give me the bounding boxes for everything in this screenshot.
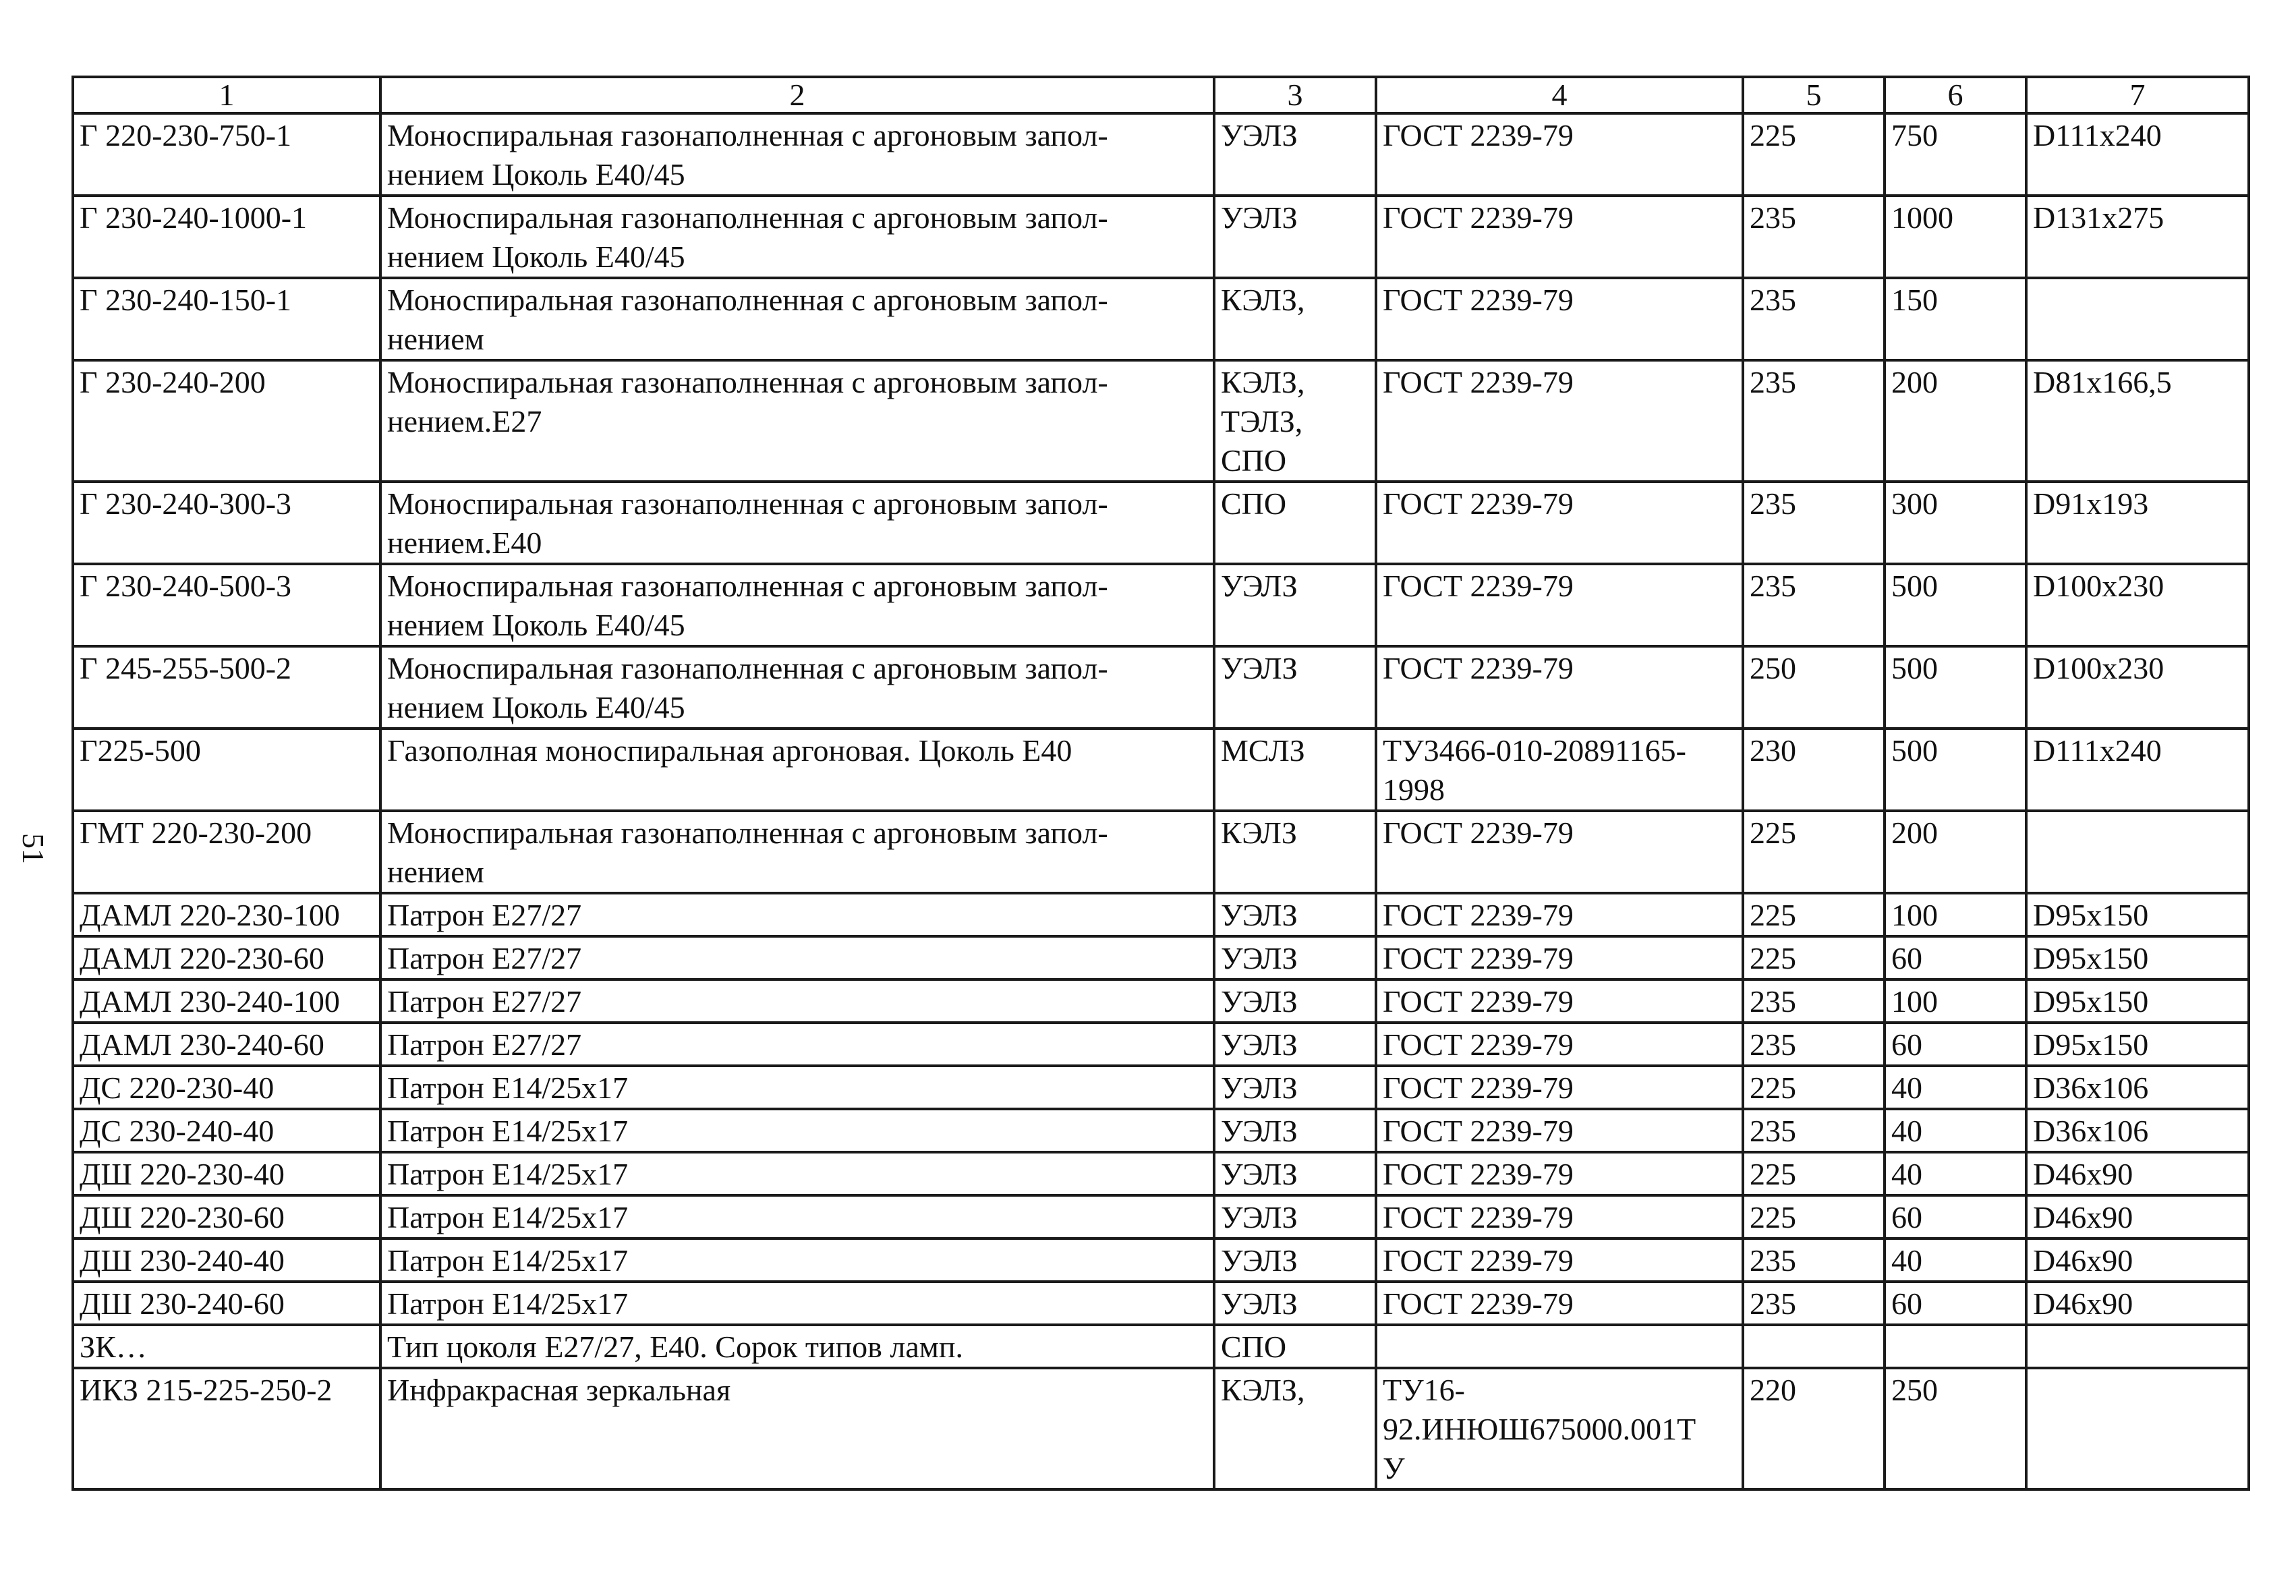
power-cell: 150 <box>1885 278 2026 360</box>
manufacturer-cell-line: УЭЛЗ <box>1221 1286 1298 1321</box>
standard-doc-cell <box>1376 646 1743 729</box>
standard-doc-cell <box>1376 1368 1743 1489</box>
description-cell-line: Моноспиральная газонаполненная с аргоновым запол- <box>387 283 1108 317</box>
voltage-cell: 235 <box>1743 278 1885 360</box>
lamp-mark-cell: ДШ 230-240-40 <box>73 1238 380 1282</box>
dimensions-cell: D46x90 <box>2026 1152 2249 1195</box>
description-cell <box>380 1023 1214 1066</box>
description-cell-line: Патрон Е14/25x17 <box>387 1200 629 1234</box>
description-cell <box>380 196 1214 278</box>
standard-doc-cell-line: ГОСТ 2239-79 <box>1383 1200 1574 1234</box>
description-cell-line: Патрон Е27/27 <box>387 941 582 975</box>
description-cell-line: нением Цоколь Е40/45 <box>387 690 685 724</box>
power-cell: 60 <box>1885 1023 2026 1066</box>
standard-doc-cell-line: 1998 <box>1383 772 1445 807</box>
voltage-cell: 235 <box>1743 1282 1885 1325</box>
dimensions-cell: D95x150 <box>2026 893 2249 936</box>
standard-doc-cell <box>1376 482 1743 564</box>
standard-doc-cell <box>1376 979 1743 1023</box>
manufacturer-cell-line: УЭЛЗ <box>1221 1243 1298 1278</box>
manufacturer-cell <box>1214 1195 1376 1238</box>
voltage-cell <box>1743 1325 1885 1368</box>
manufacturer-cell-line: СПО <box>1221 1330 1287 1364</box>
power-cell <box>1885 1325 2026 1368</box>
dimensions-cell: D36x106 <box>2026 1109 2249 1152</box>
standard-doc-cell <box>1376 360 1743 482</box>
power-cell: 60 <box>1885 936 2026 979</box>
power-cell: 1000 <box>1885 196 2026 278</box>
lamp-mark-cell: ДАМЛ 220-230-60 <box>73 936 380 979</box>
description-cell <box>380 113 1214 196</box>
manufacturer-cell <box>1214 482 1376 564</box>
manufacturer-cell-line: КЭЛЗ <box>1221 816 1297 850</box>
table-row <box>73 729 2249 811</box>
power-cell: 750 <box>1885 113 2026 196</box>
dimensions-cell <box>2026 811 2249 893</box>
manufacturer-cell-line: УЭЛЗ <box>1221 200 1298 235</box>
page-number: 51 <box>16 833 51 864</box>
description-cell <box>380 1066 1214 1109</box>
description-cell <box>380 482 1214 564</box>
description-cell-line: нением <box>387 855 484 889</box>
manufacturer-cell <box>1214 1109 1376 1152</box>
description-cell-line: Патрон Е14/25x17 <box>387 1071 629 1105</box>
description-cell <box>380 1109 1214 1152</box>
description-cell-line: Газополная моноспиральная аргоновая. Цоколь Е40 <box>387 733 1072 768</box>
manufacturer-cell-line: УЭЛЗ <box>1221 118 1298 152</box>
description-cell-line: Патрон Е27/27 <box>387 898 582 932</box>
dimensions-cell: D46x90 <box>2026 1195 2249 1238</box>
table-row <box>73 1282 2249 1325</box>
table-row <box>73 936 2249 979</box>
table-row <box>73 646 2249 729</box>
power-cell: 200 <box>1885 360 2026 482</box>
lamp-mark-cell: ДАМЛ 230-240-100 <box>73 979 380 1023</box>
manufacturer-cell-line: УЭЛЗ <box>1221 1200 1298 1234</box>
standard-doc-cell-line: ГОСТ 2239-79 <box>1383 200 1574 235</box>
voltage-cell: 235 <box>1743 1023 1885 1066</box>
standard-doc-cell <box>1376 893 1743 936</box>
standard-doc-cell-line: ГОСТ 2239-79 <box>1383 1286 1574 1321</box>
dimensions-cell: D95x150 <box>2026 979 2249 1023</box>
table-row <box>73 1195 2249 1238</box>
table-row <box>73 1238 2249 1282</box>
manufacturer-cell <box>1214 1282 1376 1325</box>
manufacturer-cell <box>1214 1023 1376 1066</box>
power-cell: 40 <box>1885 1238 2026 1282</box>
standard-doc-cell-line: ГОСТ 2239-79 <box>1383 486 1574 521</box>
column-header-4: 4 <box>1376 77 1743 113</box>
description-cell <box>380 1368 1214 1489</box>
standard-doc-cell <box>1376 1325 1743 1368</box>
lamp-mark-cell: ДШ 230-240-60 <box>73 1282 380 1325</box>
lamp-spec-table <box>71 76 2250 1491</box>
description-cell <box>380 1152 1214 1195</box>
lamp-mark-cell: Г225-500 <box>73 729 380 811</box>
manufacturer-cell <box>1214 646 1376 729</box>
dimensions-cell <box>2026 1325 2249 1368</box>
dimensions-cell: D100x230 <box>2026 646 2249 729</box>
dimensions-cell <box>2026 1368 2249 1489</box>
voltage-cell: 220 <box>1743 1368 1885 1489</box>
manufacturer-cell-line: УЭЛЗ <box>1221 984 1298 1019</box>
description-cell-line: Моноспиральная газонаполненная с аргоновым запол- <box>387 365 1108 399</box>
power-cell: 500 <box>1885 729 2026 811</box>
lamp-mark-cell: ДС 220-230-40 <box>73 1066 380 1109</box>
table-row <box>73 811 2249 893</box>
table-row <box>73 1066 2249 1109</box>
standard-doc-cell <box>1376 278 1743 360</box>
power-cell: 40 <box>1885 1066 2026 1109</box>
description-cell-line: Патрон Е14/25x17 <box>387 1286 629 1321</box>
description-cell <box>380 729 1214 811</box>
voltage-cell: 225 <box>1743 811 1885 893</box>
dimensions-cell: D81x166,5 <box>2026 360 2249 482</box>
voltage-cell: 225 <box>1743 893 1885 936</box>
table-row <box>73 482 2249 564</box>
header-row <box>73 77 2249 113</box>
standard-doc-cell-line: ГОСТ 2239-79 <box>1383 816 1574 850</box>
table-row <box>73 1023 2249 1066</box>
manufacturer-cell <box>1214 979 1376 1023</box>
column-header-2: 2 <box>380 77 1214 113</box>
description-cell-line: Инфракрасная зеркальная <box>387 1373 731 1407</box>
description-cell-line: Патрон Е27/27 <box>387 984 582 1019</box>
description-cell <box>380 1282 1214 1325</box>
table-row <box>73 278 2249 360</box>
standard-doc-cell <box>1376 1195 1743 1238</box>
table-row <box>73 893 2249 936</box>
manufacturer-cell <box>1214 1325 1376 1368</box>
table-row <box>73 1325 2249 1368</box>
standard-doc-cell-line: ГОСТ 2239-79 <box>1383 984 1574 1019</box>
power-cell: 40 <box>1885 1152 2026 1195</box>
power-cell: 300 <box>1885 482 2026 564</box>
voltage-cell: 235 <box>1743 360 1885 482</box>
manufacturer-cell-line: КЭЛЗ, <box>1221 365 1305 399</box>
voltage-cell: 225 <box>1743 113 1885 196</box>
description-cell-line: нением Цоколь Е40/45 <box>387 239 685 274</box>
standard-doc-cell <box>1376 196 1743 278</box>
lamp-mark-cell: Г 230-240-200 <box>73 360 380 482</box>
standard-doc-cell-line: ГОСТ 2239-79 <box>1383 365 1574 399</box>
lamp-mark-cell: ДШ 220-230-60 <box>73 1195 380 1238</box>
dimensions-cell: D46x90 <box>2026 1282 2249 1325</box>
dimensions-cell: D111x240 <box>2026 113 2249 196</box>
table-row <box>73 1368 2249 1489</box>
standard-doc-cell <box>1376 936 1743 979</box>
description-cell-line: Патрон Е27/27 <box>387 1027 582 1062</box>
dimensions-cell: D46x90 <box>2026 1238 2249 1282</box>
voltage-cell: 235 <box>1743 1109 1885 1152</box>
manufacturer-cell-line: УЭЛЗ <box>1221 569 1298 603</box>
voltage-cell: 225 <box>1743 1195 1885 1238</box>
manufacturer-cell-line: СПО <box>1221 486 1287 521</box>
column-header-7: 7 <box>2026 77 2249 113</box>
power-cell: 60 <box>1885 1195 2026 1238</box>
description-cell-line: Патрон Е14/25x17 <box>387 1243 629 1278</box>
lamp-mark-cell: Г 245-255-500-2 <box>73 646 380 729</box>
standard-doc-cell-line: ГОСТ 2239-79 <box>1383 941 1574 975</box>
standard-doc-cell <box>1376 1152 1743 1195</box>
dimensions-cell: D95x150 <box>2026 1023 2249 1066</box>
manufacturer-cell-line: КЭЛЗ, <box>1221 283 1305 317</box>
standard-doc-cell-line: ГОСТ 2239-79 <box>1383 1027 1574 1062</box>
power-cell: 100 <box>1885 893 2026 936</box>
table-row <box>73 196 2249 278</box>
lamp-mark-cell: ДАМЛ 220-230-100 <box>73 893 380 936</box>
description-cell-line: Патрон Е14/25x17 <box>387 1114 629 1148</box>
lamp-mark-cell: Г 230-240-1000-1 <box>73 196 380 278</box>
description-cell-line: Моноспиральная газонаполненная с аргоновым запол- <box>387 486 1108 521</box>
voltage-cell: 230 <box>1743 729 1885 811</box>
description-cell <box>380 811 1214 893</box>
table-row <box>73 360 2249 482</box>
manufacturer-cell <box>1214 811 1376 893</box>
dimensions-cell: D100x230 <box>2026 564 2249 646</box>
manufacturer-cell <box>1214 729 1376 811</box>
column-header-6: 6 <box>1885 77 2026 113</box>
manufacturer-cell <box>1214 893 1376 936</box>
manufacturer-cell <box>1214 113 1376 196</box>
manufacturer-cell-line: УЭЛЗ <box>1221 1157 1298 1191</box>
column-header-1: 1 <box>73 77 380 113</box>
manufacturer-cell-line: МСЛЗ <box>1221 733 1305 768</box>
manufacturer-cell <box>1214 936 1376 979</box>
description-cell <box>380 936 1214 979</box>
manufacturer-cell-line: УЭЛЗ <box>1221 1114 1298 1148</box>
power-cell: 200 <box>1885 811 2026 893</box>
voltage-cell: 225 <box>1743 1066 1885 1109</box>
table-row <box>73 113 2249 196</box>
description-cell-line: Патрон Е14/25x17 <box>387 1157 629 1191</box>
voltage-cell: 250 <box>1743 646 1885 729</box>
standard-doc-cell <box>1376 729 1743 811</box>
table-row <box>73 564 2249 646</box>
lamp-mark-cell: ДАМЛ 230-240-60 <box>73 1023 380 1066</box>
standard-doc-cell-line: 92.ИНЮШ675000.001Т <box>1383 1412 1696 1446</box>
description-cell <box>380 1195 1214 1238</box>
voltage-cell: 225 <box>1743 936 1885 979</box>
voltage-cell: 235 <box>1743 482 1885 564</box>
power-cell: 250 <box>1885 1368 2026 1489</box>
description-cell-line: нением.Е40 <box>387 525 542 560</box>
standard-doc-cell-line: ТУ3466-010-20891165- <box>1383 733 1686 768</box>
description-cell-line: Моноспиральная газонаполненная с аргоновым запол- <box>387 200 1108 235</box>
standard-doc-cell-line: У <box>1383 1451 1405 1485</box>
description-cell-line: Моноспиральная газонаполненная с аргоновым запол- <box>387 569 1108 603</box>
description-cell <box>380 979 1214 1023</box>
dimensions-cell: D95x150 <box>2026 936 2249 979</box>
description-cell-line: нением.Е27 <box>387 404 542 438</box>
power-cell: 500 <box>1885 646 2026 729</box>
standard-doc-cell <box>1376 113 1743 196</box>
lamp-mark-cell: ДС 230-240-40 <box>73 1109 380 1152</box>
manufacturer-cell <box>1214 278 1376 360</box>
lamp-mark-cell: Г 220-230-750-1 <box>73 113 380 196</box>
table-row <box>73 1152 2249 1195</box>
dimensions-cell: D131x275 <box>2026 196 2249 278</box>
manufacturer-cell <box>1214 360 1376 482</box>
description-cell-line: нением Цоколь Е40/45 <box>387 157 685 192</box>
manufacturer-cell-line: ТЭЛЗ, <box>1221 404 1303 438</box>
table-row <box>73 979 2249 1023</box>
power-cell: 500 <box>1885 564 2026 646</box>
description-cell <box>380 564 1214 646</box>
standard-doc-cell <box>1376 564 1743 646</box>
lamp-mark-cell: ЗК… <box>73 1325 380 1368</box>
lamp-mark-cell: ДШ 220-230-40 <box>73 1152 380 1195</box>
standard-doc-cell <box>1376 1282 1743 1325</box>
standard-doc-cell <box>1376 1023 1743 1066</box>
voltage-cell: 235 <box>1743 979 1885 1023</box>
standard-doc-cell <box>1376 1109 1743 1152</box>
manufacturer-cell-line: УЭЛЗ <box>1221 898 1298 932</box>
power-cell: 40 <box>1885 1109 2026 1152</box>
manufacturer-cell <box>1214 564 1376 646</box>
power-cell: 60 <box>1885 1282 2026 1325</box>
manufacturer-cell <box>1214 196 1376 278</box>
voltage-cell: 235 <box>1743 196 1885 278</box>
standard-doc-cell-line: ГОСТ 2239-79 <box>1383 1071 1574 1105</box>
manufacturer-cell <box>1214 1368 1376 1489</box>
standard-doc-cell-line: ГОСТ 2239-79 <box>1383 1243 1574 1278</box>
voltage-cell: 235 <box>1743 564 1885 646</box>
standard-doc-cell-line: ГОСТ 2239-79 <box>1383 1157 1574 1191</box>
manufacturer-cell <box>1214 1152 1376 1195</box>
standard-doc-cell-line: ГОСТ 2239-79 <box>1383 898 1574 932</box>
standard-doc-cell-line: ГОСТ 2239-79 <box>1383 569 1574 603</box>
column-header-5: 5 <box>1743 77 1885 113</box>
description-cell-line: Тип цоколя Е27/27, Е40. Сорок типов ламп. <box>387 1330 963 1364</box>
manufacturer-cell-line: УЭЛЗ <box>1221 651 1298 685</box>
table-body <box>73 113 2249 1489</box>
description-cell-line: нением Цоколь Е40/45 <box>387 608 685 642</box>
manufacturer-cell-line: КЭЛЗ, <box>1221 1373 1305 1407</box>
manufacturer-cell-line: УЭЛЗ <box>1221 1071 1298 1105</box>
lamp-mark-cell: Г 230-240-300-3 <box>73 482 380 564</box>
lamp-mark-cell: ИКЗ 215-225-250-2 <box>73 1368 380 1489</box>
description-cell <box>380 893 1214 936</box>
table-row <box>73 1109 2249 1152</box>
column-header-3: 3 <box>1214 77 1376 113</box>
description-cell <box>380 278 1214 360</box>
standard-doc-cell-line: ГОСТ 2239-79 <box>1383 1114 1574 1148</box>
manufacturer-cell-line: УЭЛЗ <box>1221 1027 1298 1062</box>
description-cell-line: Моноспиральная газонаполненная с аргоновым запол- <box>387 118 1108 152</box>
standard-doc-cell-line: ГОСТ 2239-79 <box>1383 118 1574 152</box>
manufacturer-cell-line: УЭЛЗ <box>1221 941 1298 975</box>
voltage-cell: 235 <box>1743 1238 1885 1282</box>
description-cell <box>380 1325 1214 1368</box>
standard-doc-cell <box>1376 811 1743 893</box>
description-cell-line: Моноспиральная газонаполненная с аргоновым запол- <box>387 651 1108 685</box>
standard-doc-cell-line: ТУ16- <box>1383 1373 1465 1407</box>
dimensions-cell <box>2026 278 2249 360</box>
description-cell-line: Моноспиральная газонаполненная с аргоновым запол- <box>387 816 1108 850</box>
description-cell <box>380 646 1214 729</box>
power-cell: 100 <box>1885 979 2026 1023</box>
lamp-mark-cell: ГМТ 220-230-200 <box>73 811 380 893</box>
dimensions-cell: D91x193 <box>2026 482 2249 564</box>
standard-doc-cell <box>1376 1066 1743 1109</box>
manufacturer-cell <box>1214 1238 1376 1282</box>
standard-doc-cell <box>1376 1238 1743 1282</box>
description-cell <box>380 1238 1214 1282</box>
description-cell-line: нением <box>387 322 484 356</box>
manufacturer-cell-line: СПО <box>1221 443 1287 478</box>
standard-doc-cell-line: ГОСТ 2239-79 <box>1383 651 1574 685</box>
lamp-mark-cell: Г 230-240-150-1 <box>73 278 380 360</box>
lamp-mark-cell: Г 230-240-500-3 <box>73 564 380 646</box>
manufacturer-cell <box>1214 1066 1376 1109</box>
standard-doc-cell-line: ГОСТ 2239-79 <box>1383 283 1574 317</box>
voltage-cell: 225 <box>1743 1152 1885 1195</box>
dimensions-cell: D111x240 <box>2026 729 2249 811</box>
dimensions-cell: D36x106 <box>2026 1066 2249 1109</box>
description-cell <box>380 360 1214 482</box>
